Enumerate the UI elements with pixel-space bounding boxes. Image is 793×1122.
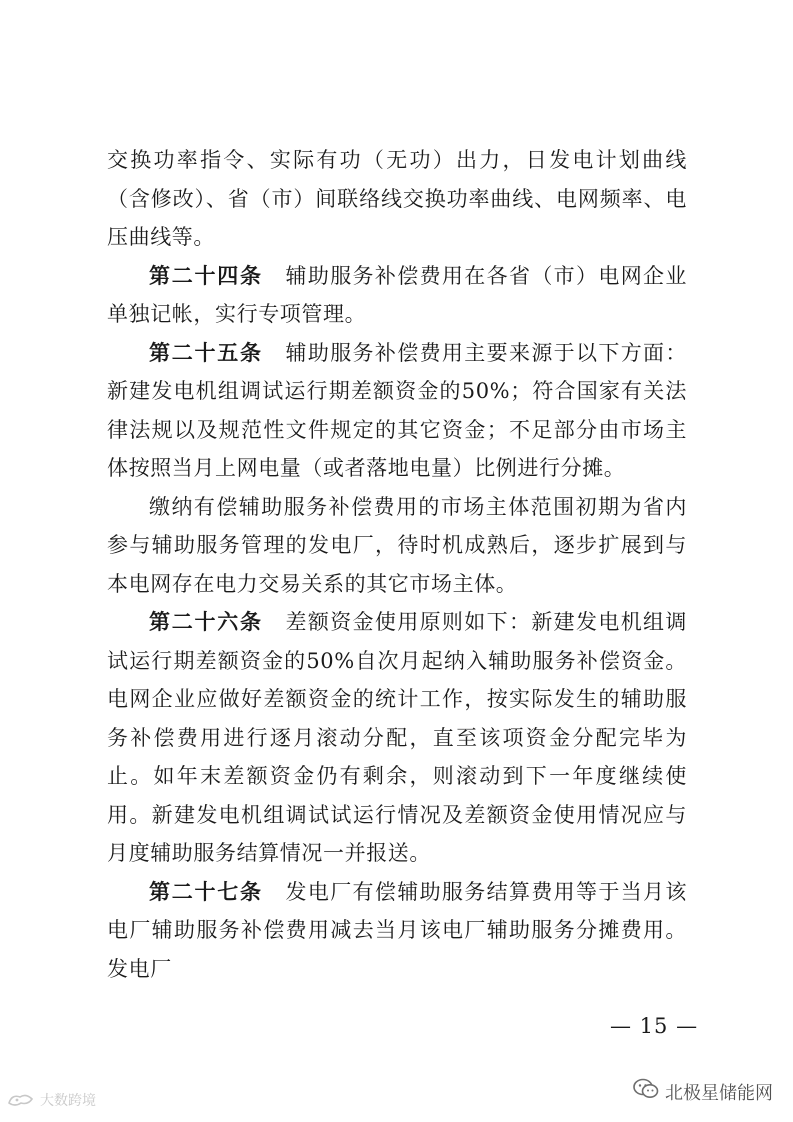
watermark-right-text: 北极星储能网 <box>665 1082 773 1104</box>
logo-icon <box>6 1091 36 1109</box>
article-25-paragraph-2: 缴纳有偿辅助服务补偿费用的市场主体范围初期为省内参与辅助服务管理的发电厂，待时机成熟后，逐步扩展到与本电网存在电力交易关系的其它市场主体。 <box>107 494 687 596</box>
article-text: 辅助服务补偿费用主要来源于以下方面：新建发电机组调试运行期差额资金的50%；符合国家有关法律法规以及规范性文件规定的其它资金；不足部分由市场主体按照当月上网电量（或者落地电量）比例进行分摊。 <box>107 340 687 480</box>
article-text: 差额资金使用原则如下：新建发电机组调试运行期差额资金的50%自次月起纳入辅助服务补偿资金。电网企业应做好差额资金的统计工作，按实际发生的辅助服务补偿费用进行逐月滚动分配，直至该项资金分配完毕为止。如年末差额资金仍有剩余，则滚动到下一年度继续使用。新建发电机组调试试运行情况及差额资金使用情况应与月度辅助服务结算情况一并报送。 <box>107 610 687 865</box>
article-25 <box>107 334 687 488</box>
article-heading: 第二十四条 <box>149 263 263 288</box>
article-heading: 第二十五条 <box>149 340 263 365</box>
article-24 <box>107 257 687 334</box>
wechat-icon <box>633 1078 659 1105</box>
article-text: 辅助服务补偿费用在各省（市）电网企业单独记帐，实行专项管理。 <box>107 263 687 326</box>
document-body <box>107 141 687 988</box>
page-number: — 15 — <box>610 1014 699 1038</box>
watermark-left <box>6 1090 96 1110</box>
article-26 <box>107 603 687 873</box>
watermark-left-text: 大数跨境 <box>40 1093 96 1109</box>
article-27 <box>107 873 687 989</box>
article-heading: 第二十六条 <box>149 610 263 634</box>
watermark-right <box>633 1078 773 1105</box>
article-heading: 第二十七条 <box>149 879 263 904</box>
continuation-paragraph: 交换功率指令、实际有功（无功）出力，日发电计划曲线（含修改）、省（市）间联络线交换功率曲线、电网频率、电压曲线等。 <box>107 148 687 249</box>
article-text: 发电厂有偿辅助服务结算费用等于当月该电厂辅助服务补偿费用减去当月该电厂辅助服务分摊费用。发电厂 <box>107 879 687 981</box>
